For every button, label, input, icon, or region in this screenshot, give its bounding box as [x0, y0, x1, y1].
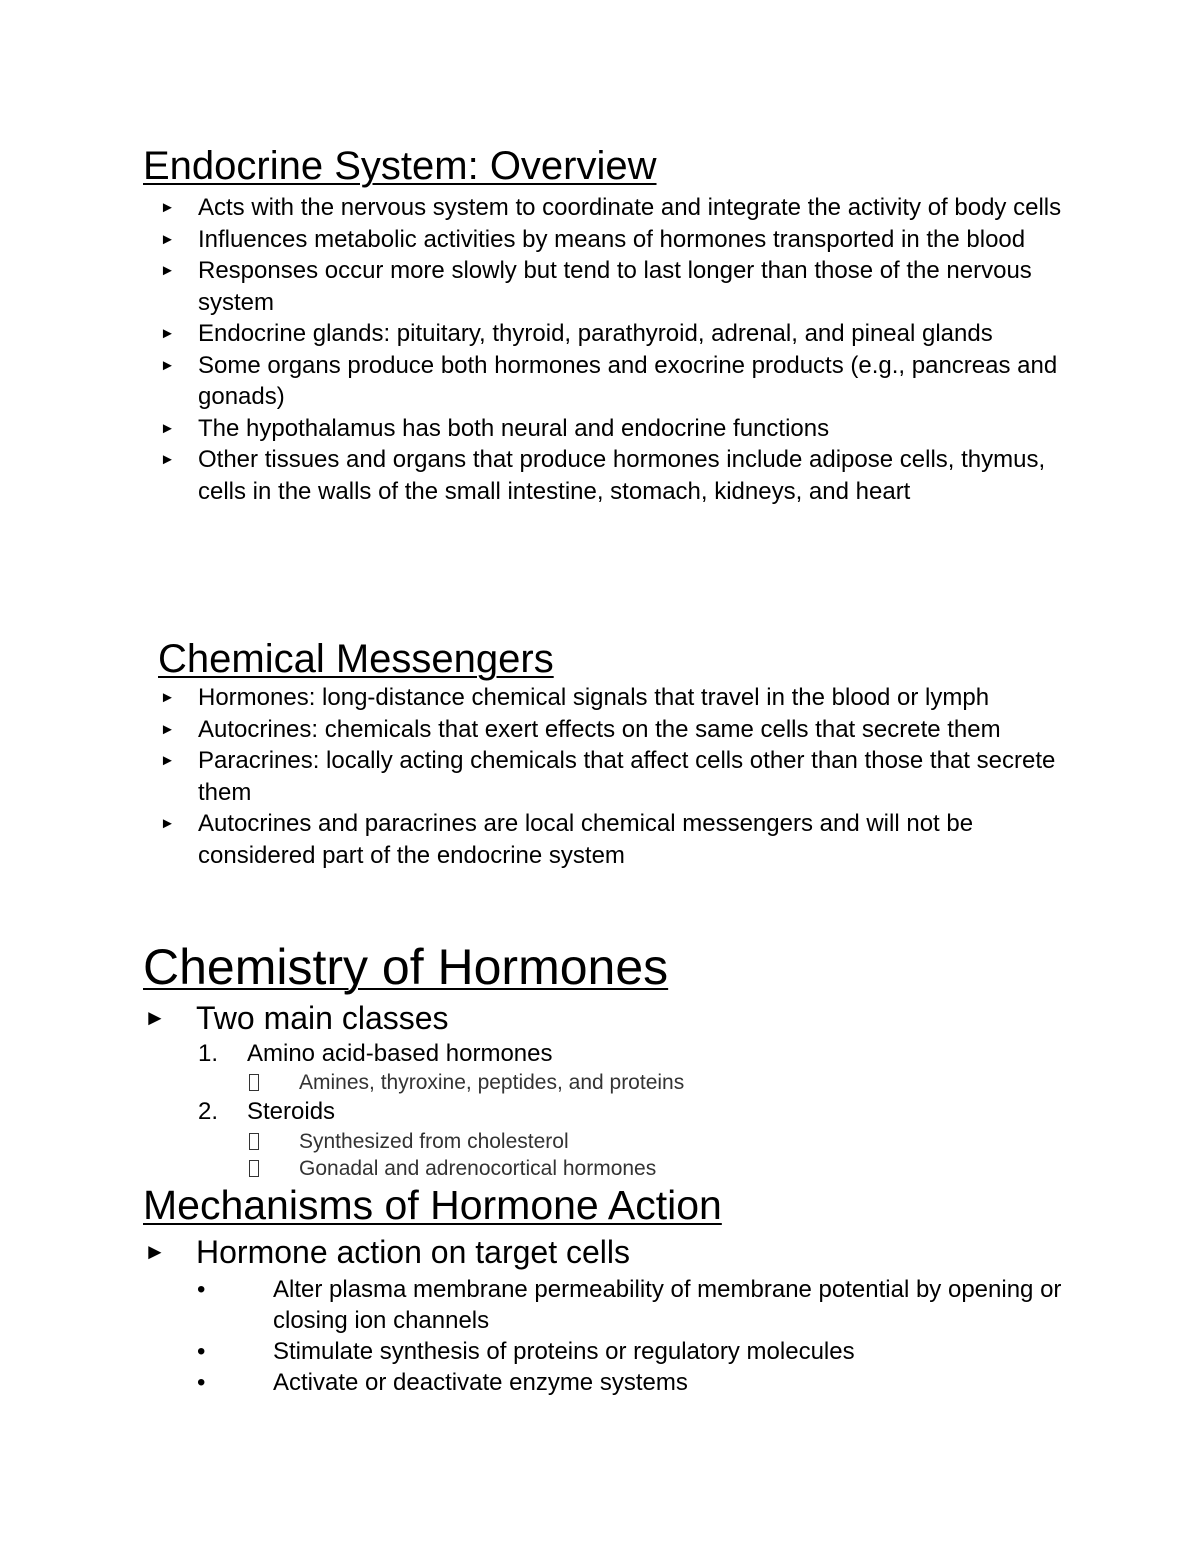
- list-item: ► Autocrines and paracrines are local chemical messengers and will not be considered part of the endocrine system: [160, 810, 974, 869]
- dot-bullet-icon: •: [197, 1338, 206, 1365]
- triangle-bullet-icon: ►: [160, 262, 175, 279]
- list-item: • Alter plasma membrane permeability of membrane potential by opening or closing ion channels: [197, 1276, 1062, 1334]
- triangle-bullet-icon: ►: [160, 325, 175, 342]
- triangle-bullet-icon: ►: [160, 419, 175, 437]
- overview-heading: Endocrine System: Overview: [143, 144, 657, 188]
- mechanisms-main-point: ► Hormone action on target cells: [144, 1234, 630, 1270]
- triangle-bullet-icon: ►: [160, 720, 175, 738]
- class-detail: Synthesized from cholesterol: [299, 1130, 569, 1153]
- missing-glyph-icon: [249, 1133, 259, 1150]
- triangle-bullet-icon: ►: [160, 356, 175, 374]
- mechanisms-heading: Mechanisms of Hormone Action: [143, 1182, 722, 1228]
- class-detail: Amines, thyroxine, peptides, and proteins: [299, 1071, 685, 1094]
- list-item: • Activate or deactivate enzyme systems: [197, 1369, 688, 1396]
- overview-list: [160, 192, 1078, 507]
- list-item: ► Influences metabolic activities by means of hormones transported in the blood: [198, 224, 1078, 256]
- class-detail: Gonadal and adrenocortical hormones: [299, 1157, 657, 1180]
- list-item: ► Other tissues and organs that produce hormones include adipose cells, thymus, cells in the walls of the small intestine, stomach, kidneys, and heart: [160, 446, 1046, 505]
- missing-glyph-icon: [249, 1160, 259, 1177]
- chemistry-main-point: ► Two main classes: [144, 1000, 449, 1036]
- messengers-heading: Chemical Messengers: [158, 637, 554, 681]
- triangle-bullet-icon: ►: [160, 230, 175, 248]
- class-name: Steroids: [247, 1098, 336, 1125]
- list-item: ► Some organs produce both hormones and exocrine products (e.g., pancreas and gonads): [160, 351, 1058, 410]
- class-number: 1.: [198, 1040, 219, 1067]
- triangle-bullet-icon: ►: [160, 199, 175, 216]
- list-item: ► Endocrine glands: pituitary, thyroid, parathyroid, adrenal, and pineal glands: [198, 318, 1078, 350]
- list-item: • Stimulate synthesis of proteins or regulatory molecules: [197, 1338, 855, 1365]
- list-item: ► Hormones: long-distance chemical signals that travel in the blood or lymph: [198, 682, 1078, 714]
- list-item: ► Responses occur more slowly but tend to last longer than those of the nervous system: [160, 257, 1032, 316]
- triangle-bullet-icon: ►: [144, 1005, 166, 1030]
- list-item: ► The hypothalamus has both neural and endocrine functions: [198, 413, 1078, 445]
- triangle-bullet-icon: ►: [144, 1239, 166, 1264]
- class-number: 2.: [198, 1098, 219, 1125]
- triangle-bullet-icon: ►: [160, 451, 175, 468]
- list-item: ► Autocrines: chemicals that exert effects on the same cells that secrete them: [198, 714, 1078, 746]
- list-item: ► Acts with the nervous system to coordinate and integrate the activity of body cells: [198, 192, 1078, 224]
- messengers-list: [160, 682, 1078, 871]
- triangle-bullet-icon: ►: [160, 815, 175, 832]
- class-name: Amino acid-based hormones: [247, 1040, 553, 1067]
- dot-bullet-icon: •: [197, 1369, 206, 1396]
- missing-glyph-icon: [249, 1074, 259, 1091]
- list-item: ► Paracrines: locally acting chemicals that affect cells other than those that secrete them: [160, 747, 1056, 806]
- chemistry-heading: Chemistry of Hormones: [143, 939, 669, 995]
- triangle-bullet-icon: ►: [160, 752, 175, 769]
- triangle-bullet-icon: ►: [160, 689, 175, 706]
- mechanisms-list: [197, 1274, 1073, 1398]
- dot-bullet-icon: •: [197, 1276, 206, 1303]
